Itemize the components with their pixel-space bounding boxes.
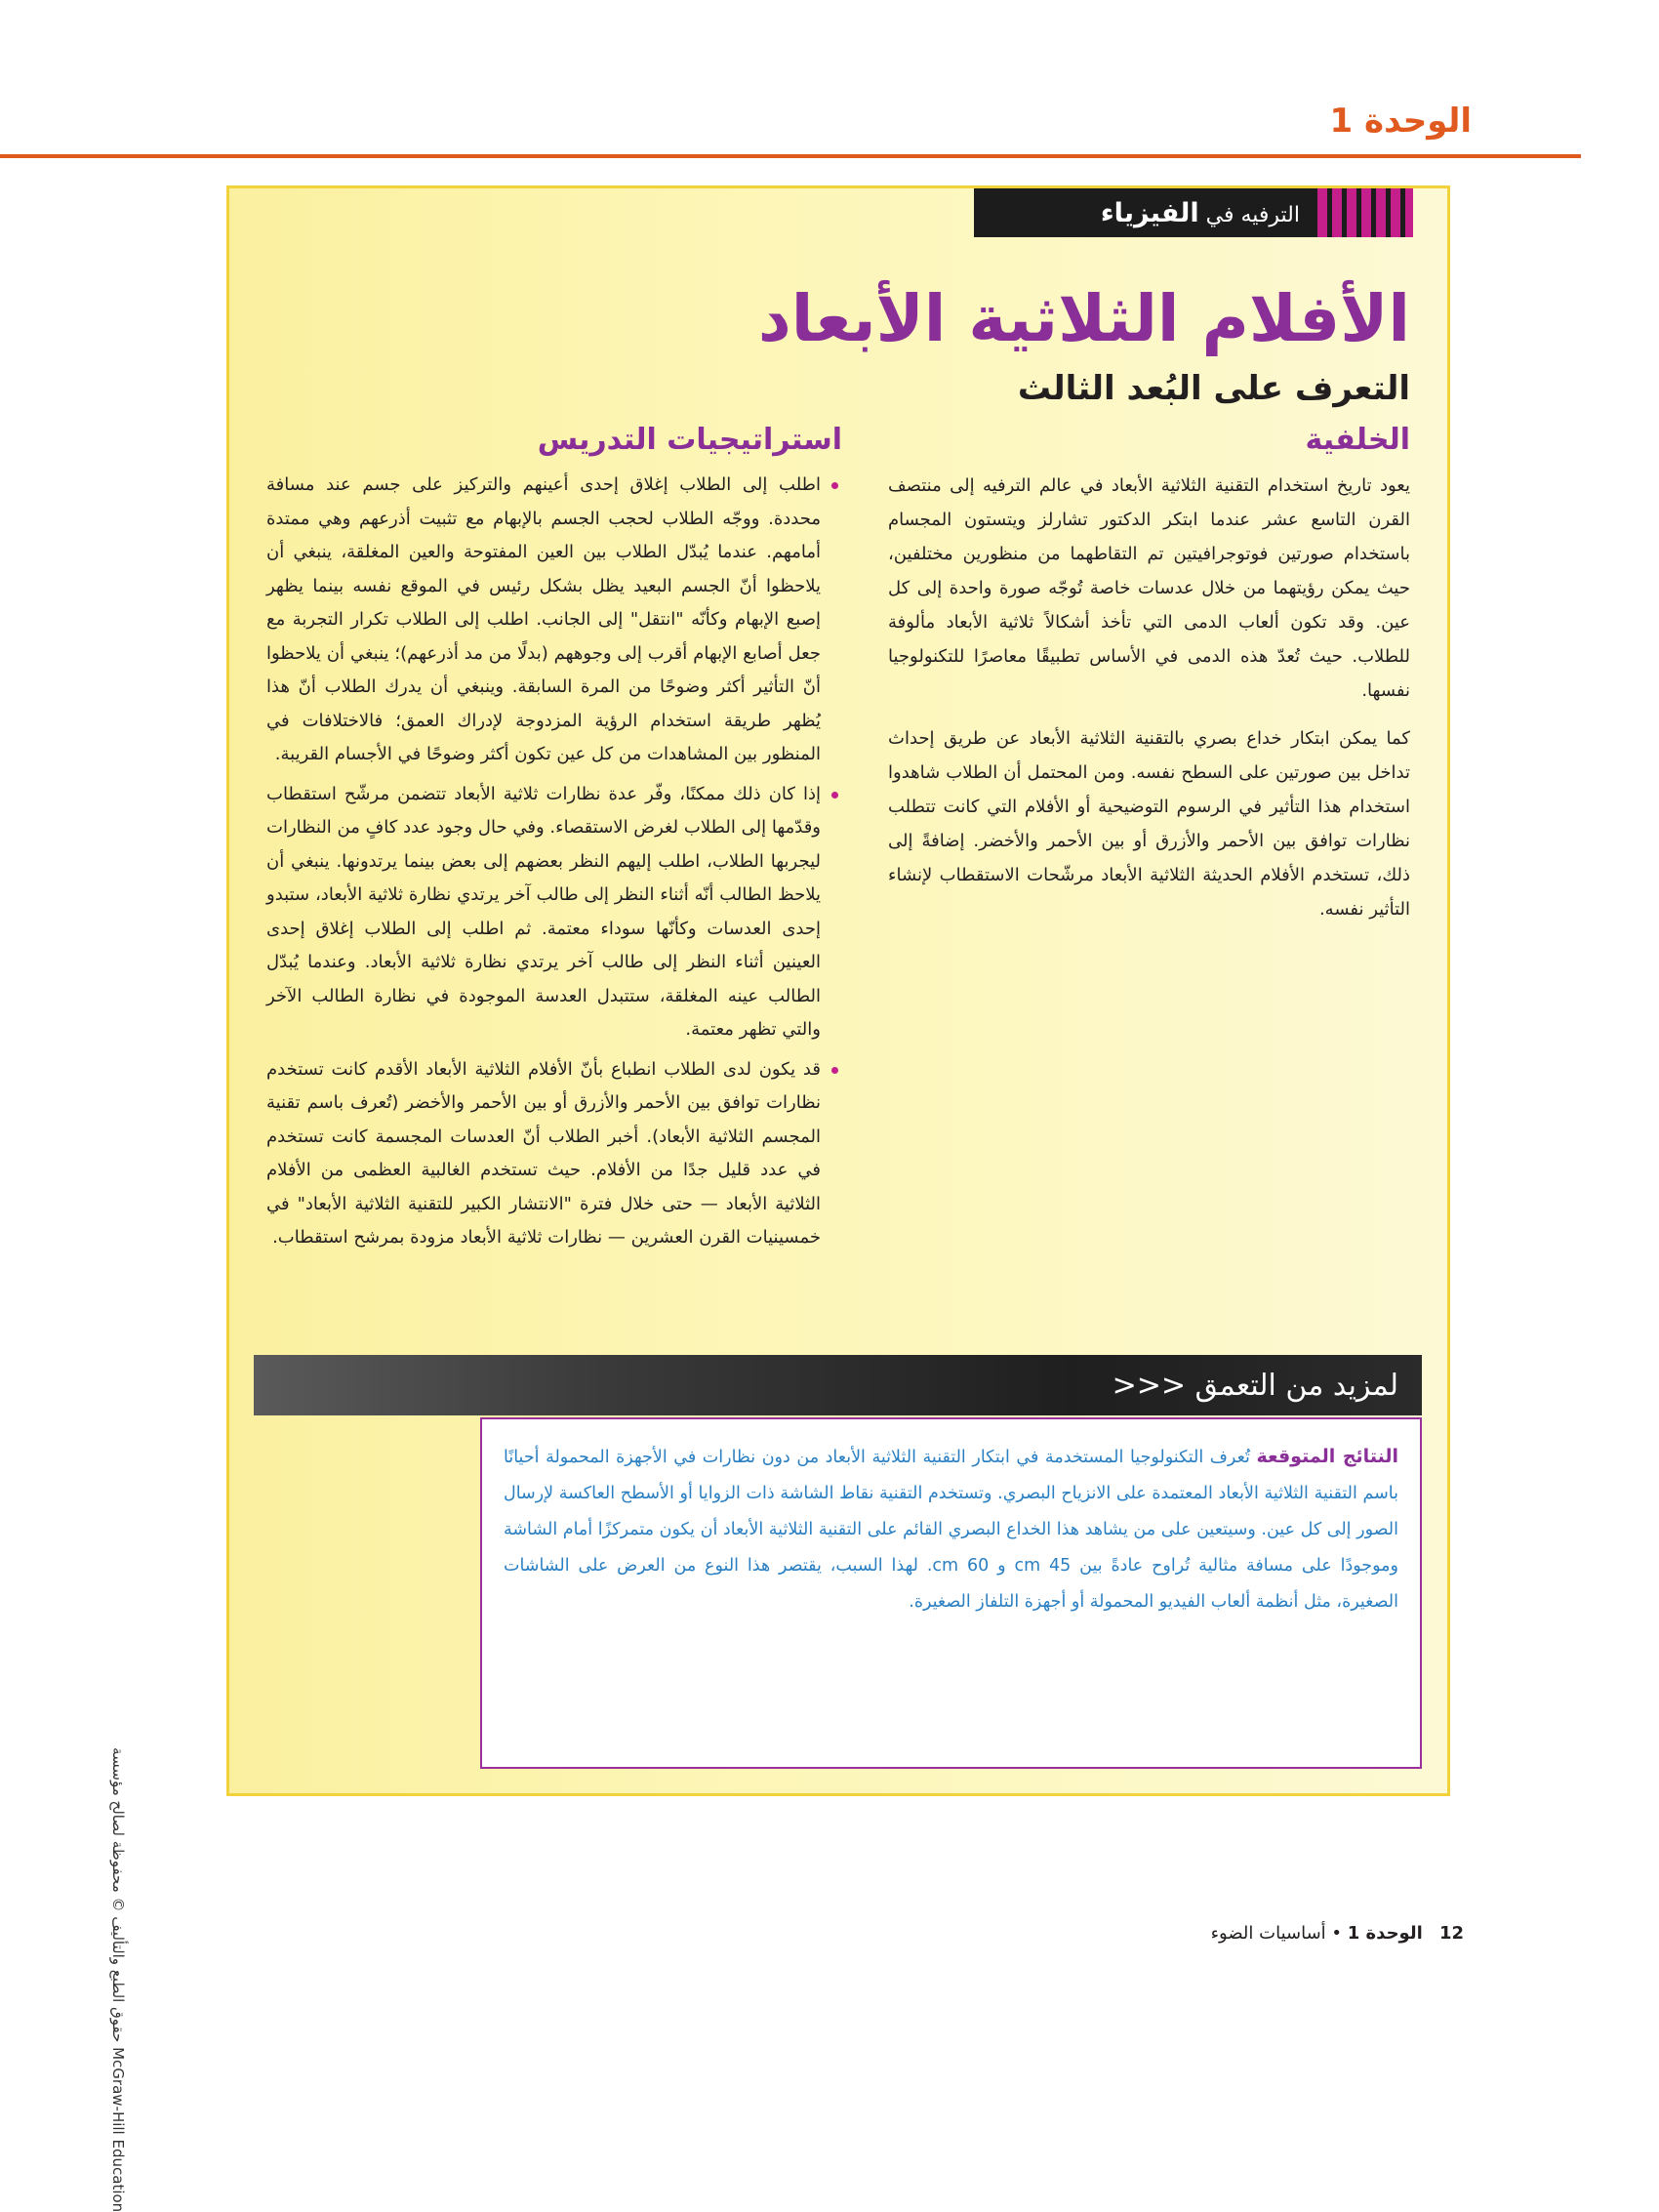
footer-separator: • xyxy=(1331,1923,1343,1944)
more-depth-box xyxy=(480,1417,1422,1769)
list-item xyxy=(266,1053,842,1255)
bullet-icon xyxy=(831,1067,838,1074)
copyright-text: McGraw-Hill Education حقوق الطبع والتأليف © محفوظة لصالح مؤسسة xyxy=(109,1747,127,2212)
footer-unit: الوحدة 1 xyxy=(1347,1923,1423,1944)
strategy-list xyxy=(266,469,842,1255)
expected-results-label: النتائج المتوقعة xyxy=(1256,1446,1398,1467)
page-subtitle: التعرف على البُعد الثالث xyxy=(1017,369,1410,408)
background-paragraph: كما يمكن ابتكار خداع بصري بالتقنية الثلاثية الأبعاد عن طريق إحداث تداخل بين صورتين على السطح نفسه. ومن المحتمل أن الطلاب شاهدوا استخدام هذا التأثير في الرسوم التوضيحية أو الأفلام التي كانت تتطلب نظارات توافق بين الأحمر والأزرق أو بين الأحمر والأخضر. إضافةً إلى ذلك، تستخدم الأفلام الحديثة الثلاثية الأبعاد مرشّحات الاستقطاب لإنشاء التأثير نفسه. xyxy=(888,728,1410,920)
banner-stripes xyxy=(1317,188,1413,237)
background-column xyxy=(888,423,1410,940)
page-title: الأفلام الثلاثية الأبعاد xyxy=(757,281,1410,356)
strategy-text: إذا كان ذلك ممكنًا، وفّر عدة نظارات ثلاثية الأبعاد تتضمن مرشّح استقطاب وقدّمها إلى الطلاب لغرض الاستقصاء. وفي حال وجود عدد كافٍ من النظارات ليجربها الطلاب، اطلب إليهم النظر بعضهم إلى بعض بينما يرتدونها. ينبغي أن يلاحظ الطالب أنّه أثناء النظر إلى طالب آخر يرتدي نظارة ثلاثية الأبعاد، ستبدو إحدى العدسات وكأنّها سوداء معتمة. ثم اطلب إلى الطلاب إغلاق إحدى العينين أثناء النظر إلى طالب آخر يرتدي نظارة ثلاثية الأبعاد. وعندما يُبدّل الطالب عينه المغلقة، ستتبدل العدسة الموجودة في نظارة الطالب الآخر والتي تظهر معتمة. xyxy=(266,783,821,1040)
list-item xyxy=(266,778,842,1047)
banner-prefix: الترفيه في xyxy=(1205,202,1300,227)
more-depth-text: تُعرف التكنولوجيا المستخدمة في ابتكار التقنية الثلاثية الأبعاد من دون نظارات في الأجهزة المحمولة أحيانًا باسم التقنية الثلاثية الأبعاد المعتمدة على الانزياح البصري. وتستخدم التقنية نقاط الشاشة ذات الزوايا أو الأسطح العاكسة لإرسال الصور إلى كل عين. وسيتعين على من يشاهد هذا الخداع البصري القائم على التقنية الثلاثية الأبعاد أن يكون متمركزًا أمام الشاشة وموجودًا على مسافة مثالية تُراوح عادةً بين 45 cm و 60 cm. لهذا السبب، يقتصر هذا النوع من العرض على الشاشات الصغيرة، مثل أنظمة ألعاب الفيديو المحمولة أو أجهزة التلفاز الصغيرة. xyxy=(504,1448,1398,1612)
more-depth-banner xyxy=(254,1355,1422,1415)
footer-unit-title: أساسيات الضوء xyxy=(1210,1923,1326,1944)
bullet-icon xyxy=(831,792,838,799)
list-item xyxy=(266,469,842,772)
strategy-text: قد يكون لدى الطلاب انطباع بأنّ الأفلام الثلاثية الأبعاد الأقدم كانت تستخدم نظارات توافق بين الأحمر والأزرق أو بين الأحمر والأخضر (تُعرف باسم تقنية المجسم الثلاثية الأبعاد). أخبر الطلاب أنّ العدسات المجسمة كانت تستخدم في عدد قليل جدًا من الأفلام. حيث تستخدم الغالبية العظمى من الأفلام الثلاثية الأبعاد — حتى خلال فترة "الانتشار الكبير للتقنية الثلاثية الأبعاد" في خمسينيات القرن العشرين — نظارات ثلاثية الأبعاد مزودة بمرشح استقطاب. xyxy=(266,1058,821,1248)
more-depth-title: لمزيد من التعمق <<< xyxy=(1112,1368,1398,1403)
unit-header: الوحدة 1 xyxy=(1329,102,1472,141)
more-depth-paragraph xyxy=(504,1439,1398,1620)
header-rule xyxy=(0,154,1581,158)
strategies-heading: استراتيجيات التدريس xyxy=(537,423,842,457)
strategy-text: اطلب إلى الطلاب إغلاق إحدى أعينهم والتركيز على جسم عند مسافة محددة. ووجّه الطلاب لحجب الجسم بالإبهام مع تثبيت أذرعهم وهي ممتدة أمامهم. عندما يُبدّل الطلاب بين العين المفتوحة والعين المغلقة، ينبغي أن يلاحظوا أنّ الجسم البعيد يظل بشكل رئيس في الموقع نفسه بينما يظهر إصبع الإبهام وكأنّه "انتقل" إلى الجانب. اطلب إلى الطلاب تكرار التجربة مع جعل أصابع الإبهام أقرب إلى وجوههم (بدلًا من مد أذرعهم)؛ ينبغي أن يلاحظوا أنّ التأثير أكثر وضوحًا من المرة السابقة. وينبغي أن يدرك الطلاب أنّ هذا يُظهر طريقة استخدام الرؤية المزدوجة لإدراك العمق؛ فالاختلافات في المنظور بين المشاهدات من كل عين تكون أكثر وضوحًا في الأجسام القريبة. xyxy=(266,474,821,764)
bullet-icon xyxy=(831,482,838,489)
background-heading: الخلفية xyxy=(1305,423,1410,457)
feature-banner xyxy=(974,188,1413,237)
strategies-column xyxy=(266,423,842,1261)
banner-label xyxy=(1101,198,1317,228)
banner-emphasis: الفيزياء xyxy=(1100,197,1199,228)
page-number: 12 xyxy=(1438,1923,1464,1944)
background-paragraph: يعود تاريخ استخدام التقنية الثلاثية الأبعاد في عالم الترفيه إلى منتصف القرن التاسع عشر عندما ابتكر الدكتور تشارلز ويتستون المجسام باستخدام صورتين فوتوجرافيتين تم التقاطهما من منظورين مختلفين، حيث يمكن رؤيتهما من خلال عدسات خاصة تُوجّه صورة واحدة إلى كل عين. وقد تكون ألعاب الدمى التي تأخذ أشكالاً ثلاثية الأبعاد مألوفة للطلاب. حيث تُعدّ هذه الدمى في الأساس تطبيقًا معاصرًا للتكنولوجيا نفسها. xyxy=(888,475,1410,701)
page-footer xyxy=(1211,1923,1464,1944)
